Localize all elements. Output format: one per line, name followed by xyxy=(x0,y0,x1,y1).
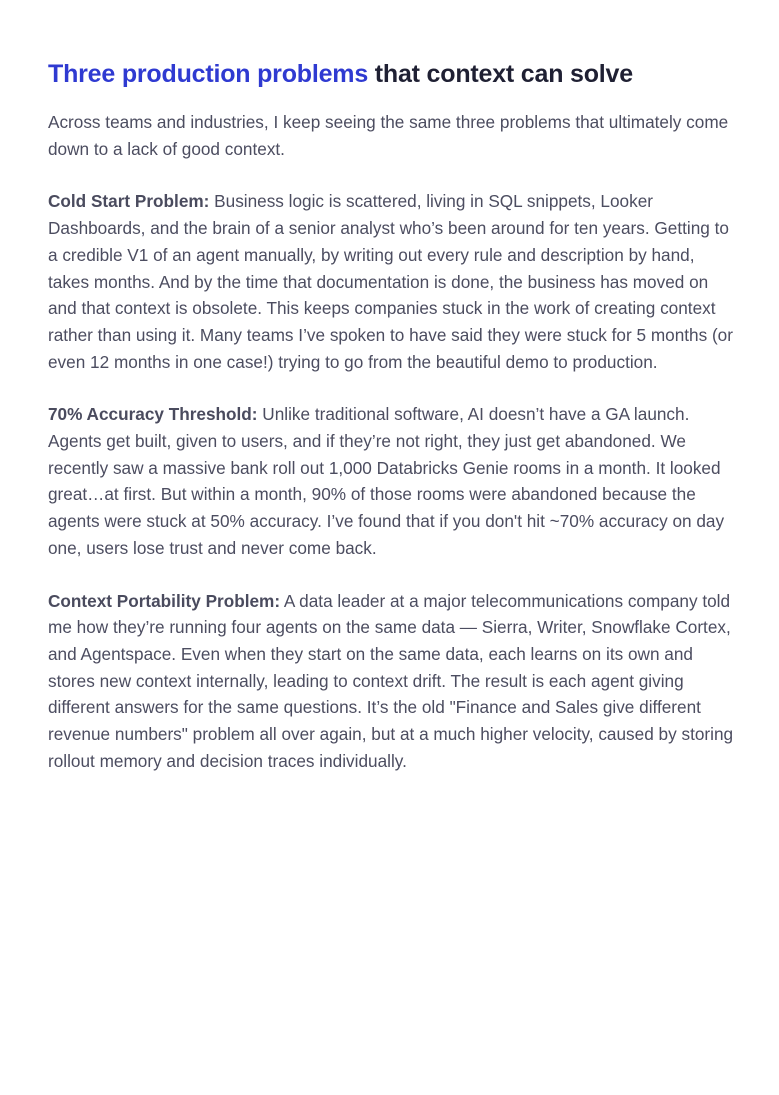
cold-start-text: Business logic is scattered, living in SQL snippets, Looker Dashboards, and the brain of a senior analyst who’s been around for ten years. Getting to a credible V1 of an agent manually, by writing out every rule and description by hand, takes months. And by the time that documentation is done, the business has moved on and that context is obsolete. This keeps companies stuck in the work of creating context rather than using it. Many teams I’ve spoken to have said they were stuck for 5 months (or even 12 months in one case!) trying to go from the beautiful demo to production. xyxy=(48,191,733,372)
cold-start-term: Cold Start Problem: xyxy=(48,191,210,212)
context-portability-paragraph xyxy=(48,588,739,775)
section-heading xyxy=(48,58,739,90)
context-portability-term: Context Portability Problem: xyxy=(48,590,281,611)
heading-rest: that context can solve xyxy=(368,60,633,88)
accuracy-threshold-text: Unlike traditional software, AI doesn’t have a GA launch. Agents get built, given to users, and if they’re not right, they just get abandoned. We recently saw a massive bank roll out 1,000 Databricks Genie rooms in a month. It looked great…at first. But within a month, 90% of those rooms were abandoned because the agents were stuck at 50% accuracy. I’ve found that if you don't hit ~70% accuracy on day one, users lose trust and never come back. xyxy=(48,404,725,558)
cold-start-paragraph xyxy=(48,188,739,375)
context-portability-text: A data leader at a major telecommunications company told me how they’re running four agents on the same data — Sierra, Writer, Snowflake Cortex, and Agentspace. Even when they start on the same data, each learns on its own and stores new context internally, leading to context drift. The result is each agent giving different answers for the same questions. It’s the old "Finance and Sales give different revenue numbers" problem all over again, but at a much higher velocity, caused by storing rollout memory and decision traces individually. xyxy=(48,590,734,771)
intro-paragraph: Across teams and industries, I keep seeing the same three problems that ultimately come down to a lack of good context. xyxy=(48,112,729,159)
accuracy-threshold-paragraph xyxy=(48,401,739,561)
heading-accent: Three production problems xyxy=(48,60,369,88)
accuracy-threshold-term: 70% Accuracy Threshold: xyxy=(48,404,258,425)
